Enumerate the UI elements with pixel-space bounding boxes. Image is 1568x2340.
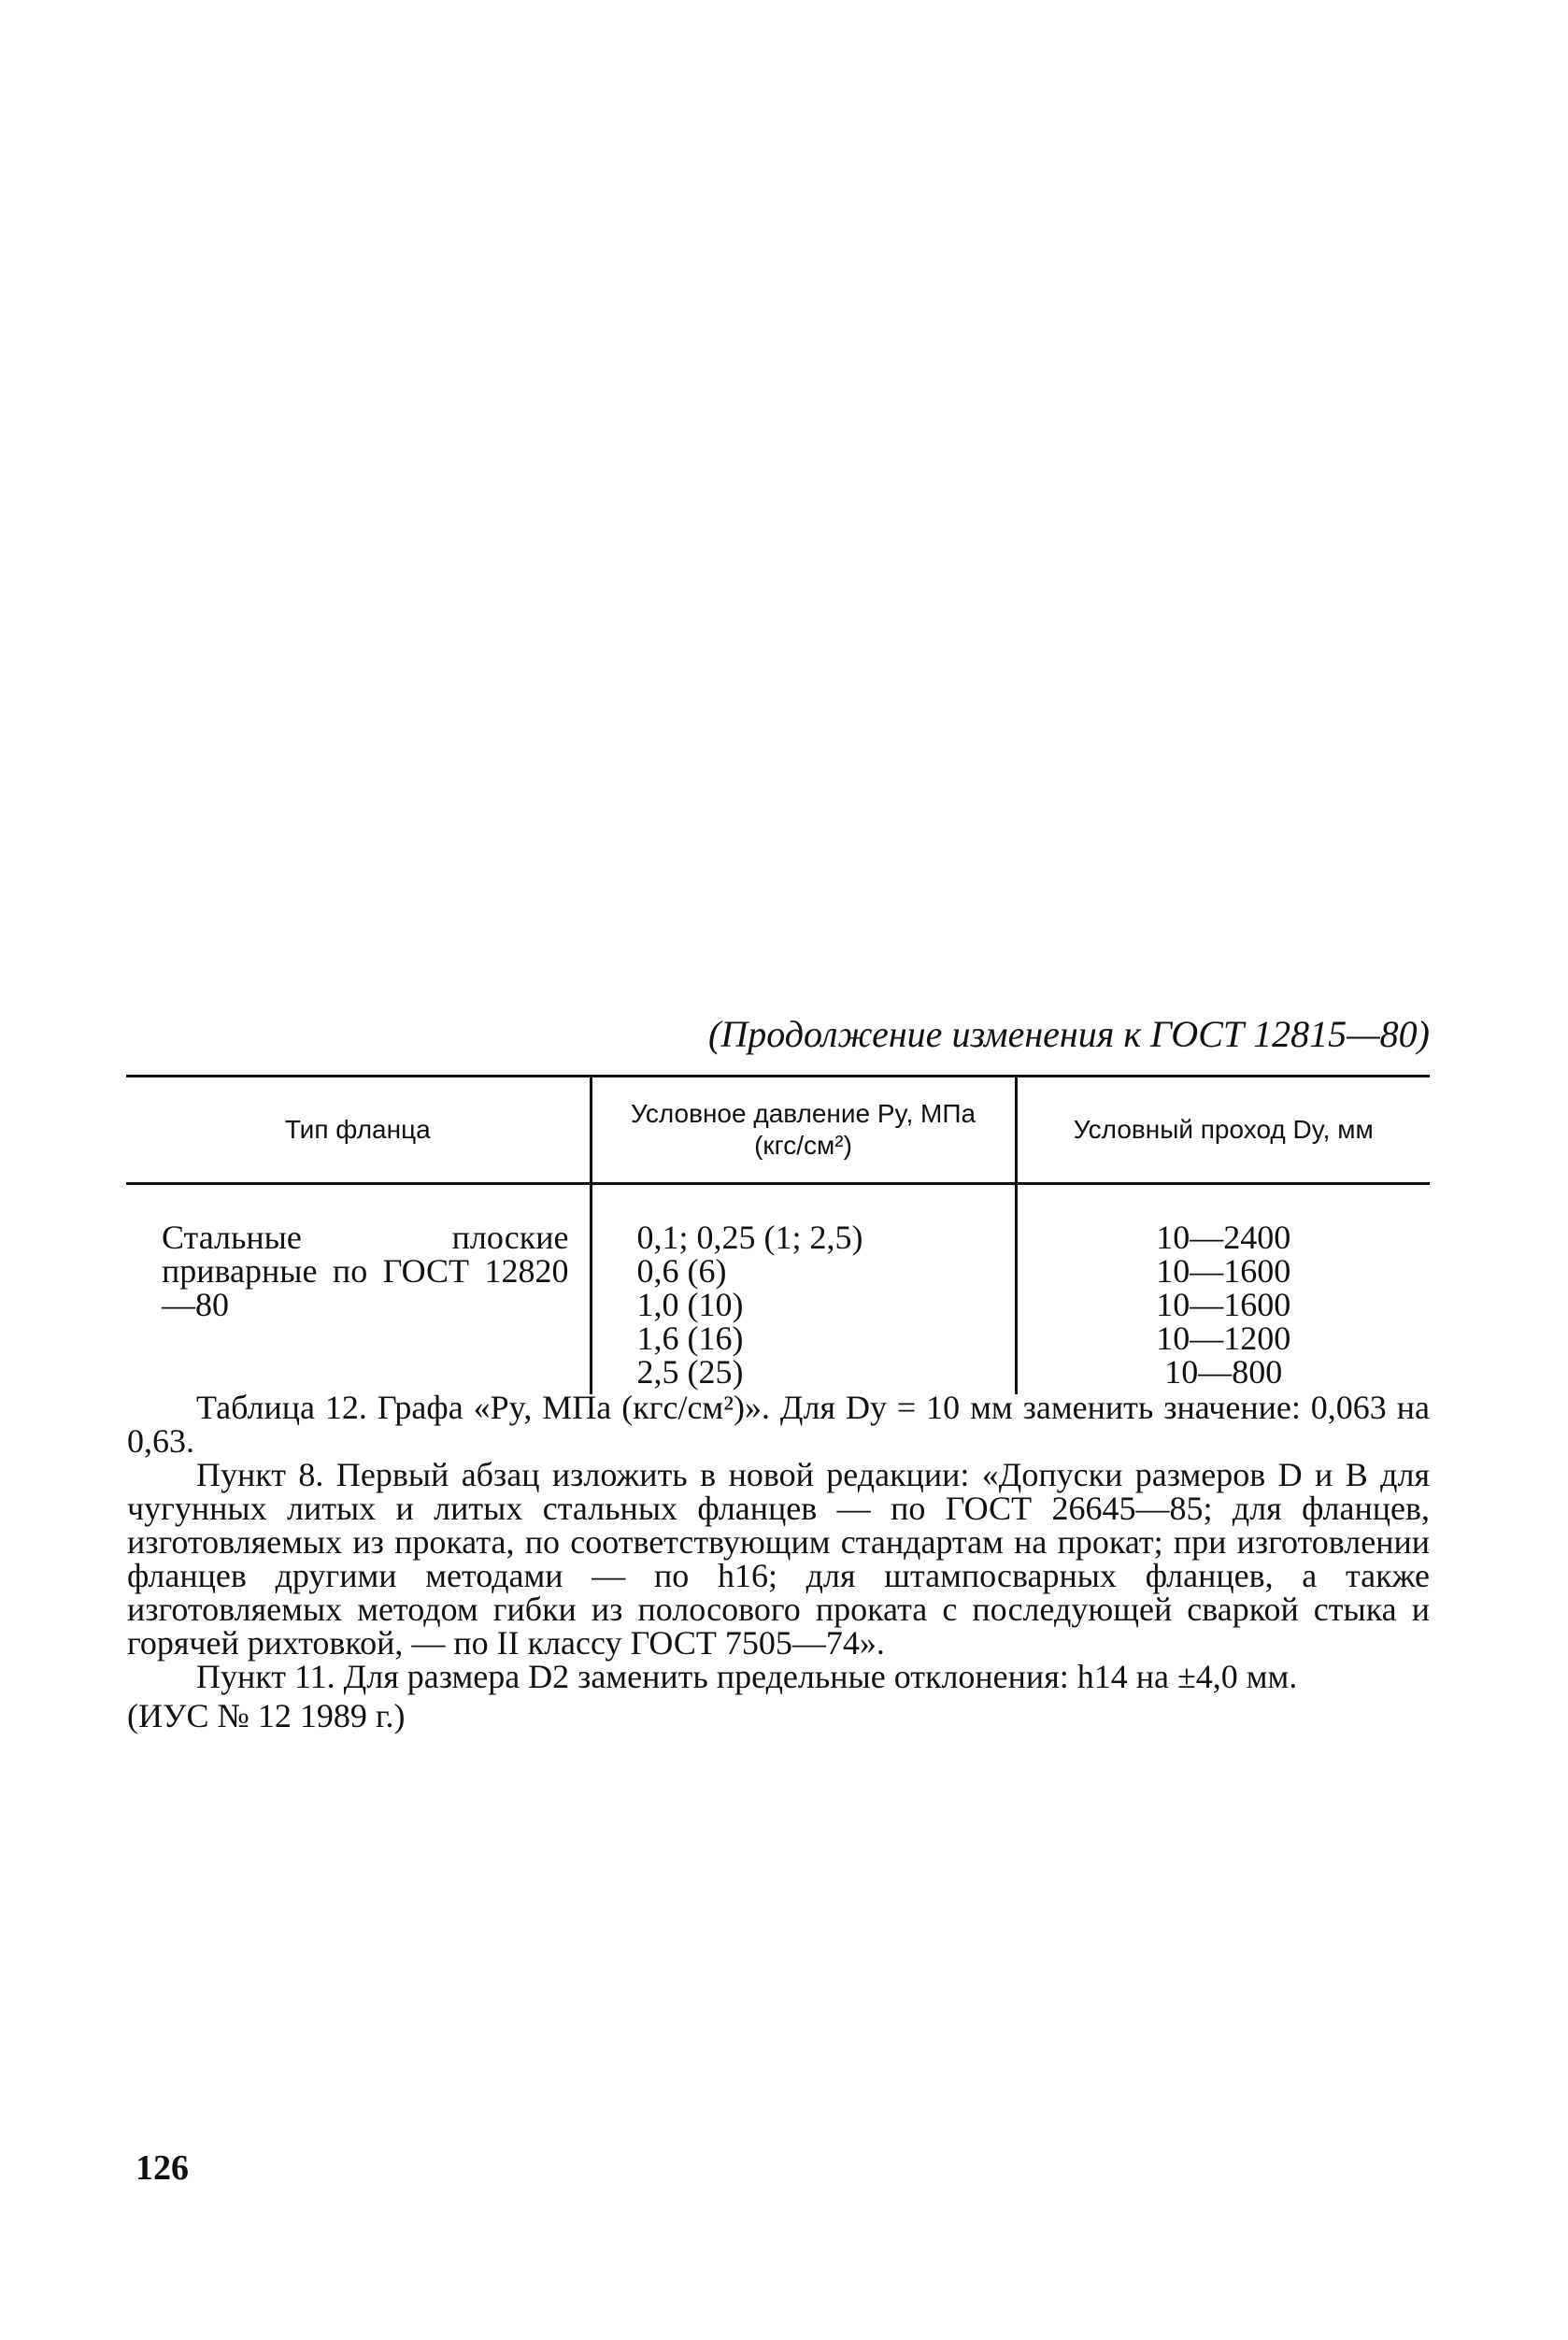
pressure-value: 0,1; 0,25 (1; 2,5) — [636, 1219, 863, 1256]
bore-range: 10—2400 — [1156, 1219, 1291, 1256]
page-number: 126 — [135, 2148, 189, 2188]
paragraph-item-11: Пункт 11. Для размера D2 заменить предельные отклонения: h14 на ±4,0 мм. — [196, 1658, 1298, 1695]
cell-pressures — [591, 1184, 1016, 1395]
bore-range: 10—800 — [1164, 1353, 1283, 1391]
pressure-value: 2,5 (25) — [636, 1353, 744, 1391]
table-row — [126, 1184, 1430, 1395]
pressure-value: 1,0 (10) — [636, 1286, 744, 1323]
paragraph-table-12: Таблица 12. Графа «Py, МПа (кгс/см²)». Для Dy = 10 мм заменить значение: 0,063 на 0,63. — [127, 1389, 1430, 1460]
bore-range: 10—1600 — [1156, 1252, 1291, 1290]
bore-range: 10—1600 — [1156, 1286, 1291, 1323]
header-nominal-pressure: Условное давление Py, МПа (кгс/см²) — [591, 1077, 1016, 1184]
cell-flange-type: Стальные плоские приварные по ГОСТ 12820—80 — [162, 1219, 569, 1323]
table-header-row — [126, 1077, 1430, 1184]
amendment-text — [127, 1391, 1430, 1733]
bore-range: 10—1200 — [1156, 1320, 1291, 1357]
continuation-note: (Продолжение изменения к ГОСТ 12815—80) — [708, 1013, 1430, 1055]
flange-table — [126, 1075, 1430, 1394]
header-nominal-bore: Условный проход Dy, мм — [1016, 1077, 1430, 1184]
cell-bores — [1016, 1184, 1430, 1395]
pressure-value: 0,6 (6) — [636, 1252, 727, 1290]
pressure-value: 1,6 (16) — [636, 1320, 744, 1357]
paragraph-item-8: Пункт 8. Первый абзац изложить в новой редакции: «Допуски размеров D и B для чугунных литых и литых стальных фланцев — по ГОСТ 26645—85; для фланцев, изготовляемых из проката, по соответствующим стандартам на прокат; при изготовлении фланцев другими методами — по h16; для штампосварных фланцев, а также изготовляемых методом гибки из полосового проката с последующей сваркой стыка и горячей рихтовкой, — по II классу ГОСТ 7505—74». — [127, 1456, 1430, 1662]
header-flange-type: Тип фланца — [284, 1115, 431, 1144]
source-reference: (ИУС № 12 1989 г.) — [127, 1697, 406, 1734]
